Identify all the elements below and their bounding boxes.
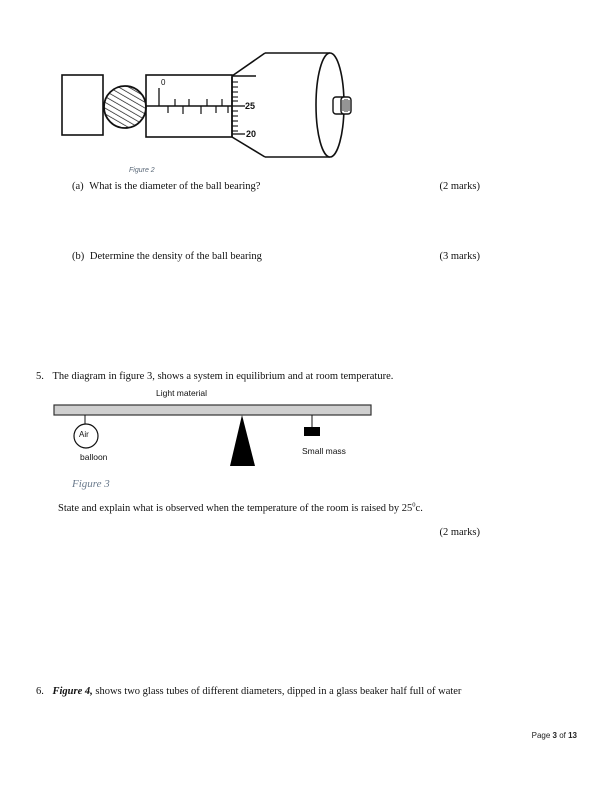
page-word: Page [531,731,553,740]
question-5-number: 5. [36,371,44,382]
question-4b-text: Determine the density of the ball bearing [89,251,262,262]
question-5-marks: (2 marks) [439,527,480,538]
question-4a [72,181,480,192]
anvil-block [62,75,103,135]
figure-2-caption: Figure 2 [129,167,155,174]
question-5-stem [36,371,496,382]
question-4b-marks: (3 marks) [439,251,480,262]
sleeve-zero-label: 0 [161,78,166,87]
balloon-label: balloon [80,452,108,462]
question-4b-label: (b) [72,251,85,262]
figure-3-caption: Figure 3 [72,478,110,490]
page-footer [532,731,577,740]
total-pages-number: 13 [568,731,577,740]
current-page-number: 3 [552,731,557,740]
question-4a-text: What is the diameter of the ball bearing? [89,181,261,192]
figure-3-balance-diagram [50,388,380,473]
of-word: of [556,731,569,740]
small-mass-label: Small mass [302,446,346,456]
question-5-prompt-text: State and explain what is observed when the temperature of the room is raised by 25 [58,503,413,514]
ball-bearing [104,86,146,128]
question-5-prompt [58,503,488,514]
figure-2-micrometer-diagram [55,45,365,170]
question-6-number: 6. [36,686,44,697]
ratchet-knob [333,97,351,114]
thimble-label-20: 20 [246,129,257,139]
beam-label: Light material [156,388,208,398]
question-4a-marks: (2 marks) [439,181,480,192]
question-6-figure-ref: Figure 4, [52,686,93,697]
question-4b [72,251,480,262]
fulcrum-triangle [230,415,255,466]
question-5-text: The diagram in figure 3, shows a system in equilibrium and at room temperature. [52,371,394,382]
question-5-prompt-suffix: c. [415,503,423,514]
question-6-stem [36,686,566,697]
balloon-air-label: Air [79,430,89,439]
small-mass-block [304,427,320,436]
sleeve-scale [146,75,232,137]
question-6-text: shows two glass tubes of different diameters, dipped in a glass beaker half full of water [92,686,462,697]
thimble-label-25: 25 [245,101,256,111]
micrometer-drawing [55,45,365,170]
degree-superscript: 0 [412,501,416,509]
question-4a-label: (a) [72,181,84,192]
light-material-beam [54,405,371,415]
